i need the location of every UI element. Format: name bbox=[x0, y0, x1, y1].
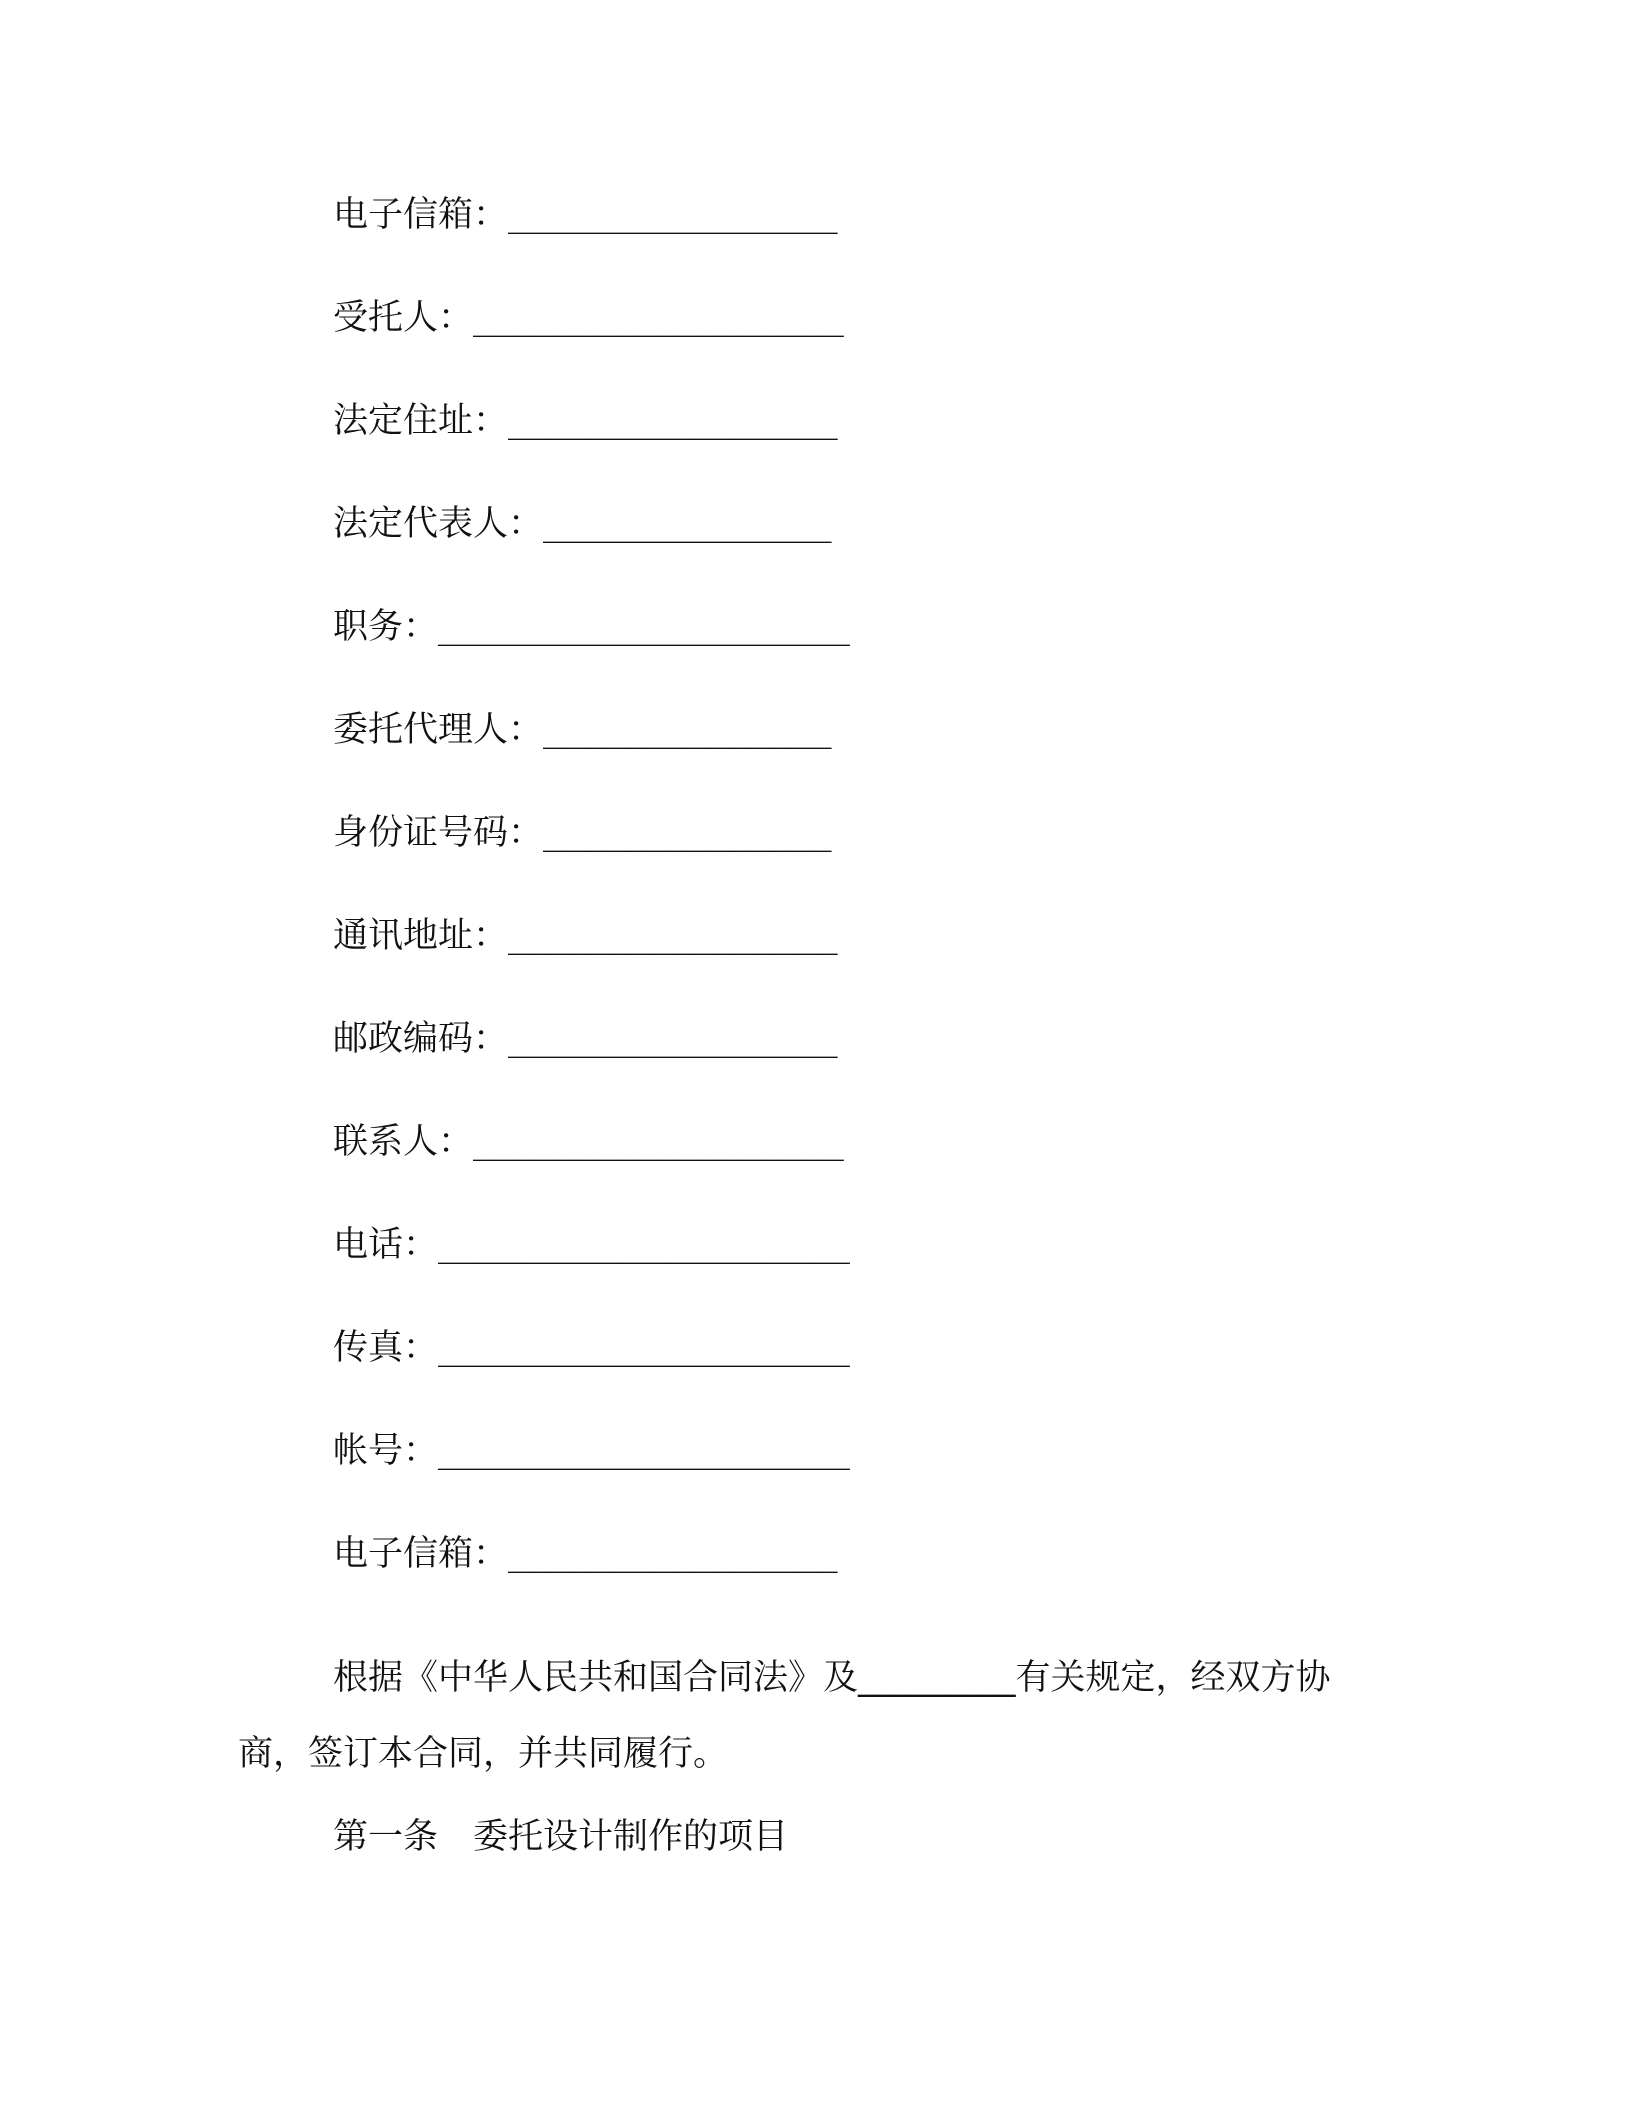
blank-line: ________________ bbox=[508, 401, 838, 441]
field-label: 邮政编码： bbox=[333, 1019, 509, 1059]
blank-line: ______________ bbox=[543, 710, 832, 750]
field-agent bbox=[333, 705, 1433, 808]
field-trustee bbox=[333, 293, 1433, 396]
field-legal-representative bbox=[333, 499, 1433, 602]
party-info-fields bbox=[333, 190, 1433, 1632]
field-label: 电子信箱： bbox=[333, 195, 509, 235]
blank-line: ______________ bbox=[543, 504, 832, 544]
field-label: 电子信箱： bbox=[333, 1534, 509, 1574]
blank-line: ________________ bbox=[508, 1019, 838, 1059]
blank-line: ____________________ bbox=[438, 607, 850, 647]
blank-line: ____________________ bbox=[438, 1225, 850, 1265]
field-contact bbox=[333, 1117, 1433, 1220]
blank-line: ____________________ bbox=[438, 1328, 850, 1368]
field-label: 联系人： bbox=[333, 1122, 474, 1162]
field-legal-address bbox=[333, 396, 1433, 499]
field-email bbox=[333, 190, 1433, 293]
field-phone bbox=[333, 1220, 1433, 1323]
field-label: 电话： bbox=[333, 1225, 439, 1265]
blank-line: ________________ bbox=[508, 195, 838, 235]
field-label: 法定代表人： bbox=[333, 504, 544, 544]
blank-line: ______________ bbox=[543, 813, 832, 853]
field-label: 法定住址： bbox=[333, 401, 509, 441]
field-id-number bbox=[333, 808, 1433, 911]
field-position bbox=[333, 602, 1433, 705]
field-email-2 bbox=[333, 1529, 1433, 1632]
field-label: 职务： bbox=[333, 607, 439, 647]
blank-line: __________________ bbox=[473, 298, 844, 338]
blank-line: ____________________ bbox=[438, 1431, 850, 1471]
blank-line: ________________ bbox=[508, 916, 838, 956]
field-label: 委托代理人： bbox=[333, 710, 544, 750]
field-label: 身份证号码： bbox=[333, 813, 544, 853]
blank-line: __________________ bbox=[473, 1122, 844, 1162]
blank-line: ________________ bbox=[508, 1534, 838, 1574]
field-label: 传真： bbox=[333, 1328, 439, 1368]
field-account bbox=[333, 1426, 1433, 1529]
field-label: 受托人： bbox=[333, 298, 474, 338]
preamble-paragraph: 根据《中华人民共和国合同法》及_________有关规定，经双方协商，签订本合同，并共同履行。 bbox=[238, 1658, 1331, 1774]
field-mailing-address bbox=[333, 911, 1433, 1014]
field-fax bbox=[333, 1323, 1433, 1426]
field-postal-code bbox=[333, 1014, 1433, 1117]
field-label: 通讯地址： bbox=[333, 916, 509, 956]
field-label: 帐号： bbox=[333, 1431, 439, 1471]
article-heading: 第一条 委托设计制作的项目 bbox=[333, 1817, 789, 1857]
